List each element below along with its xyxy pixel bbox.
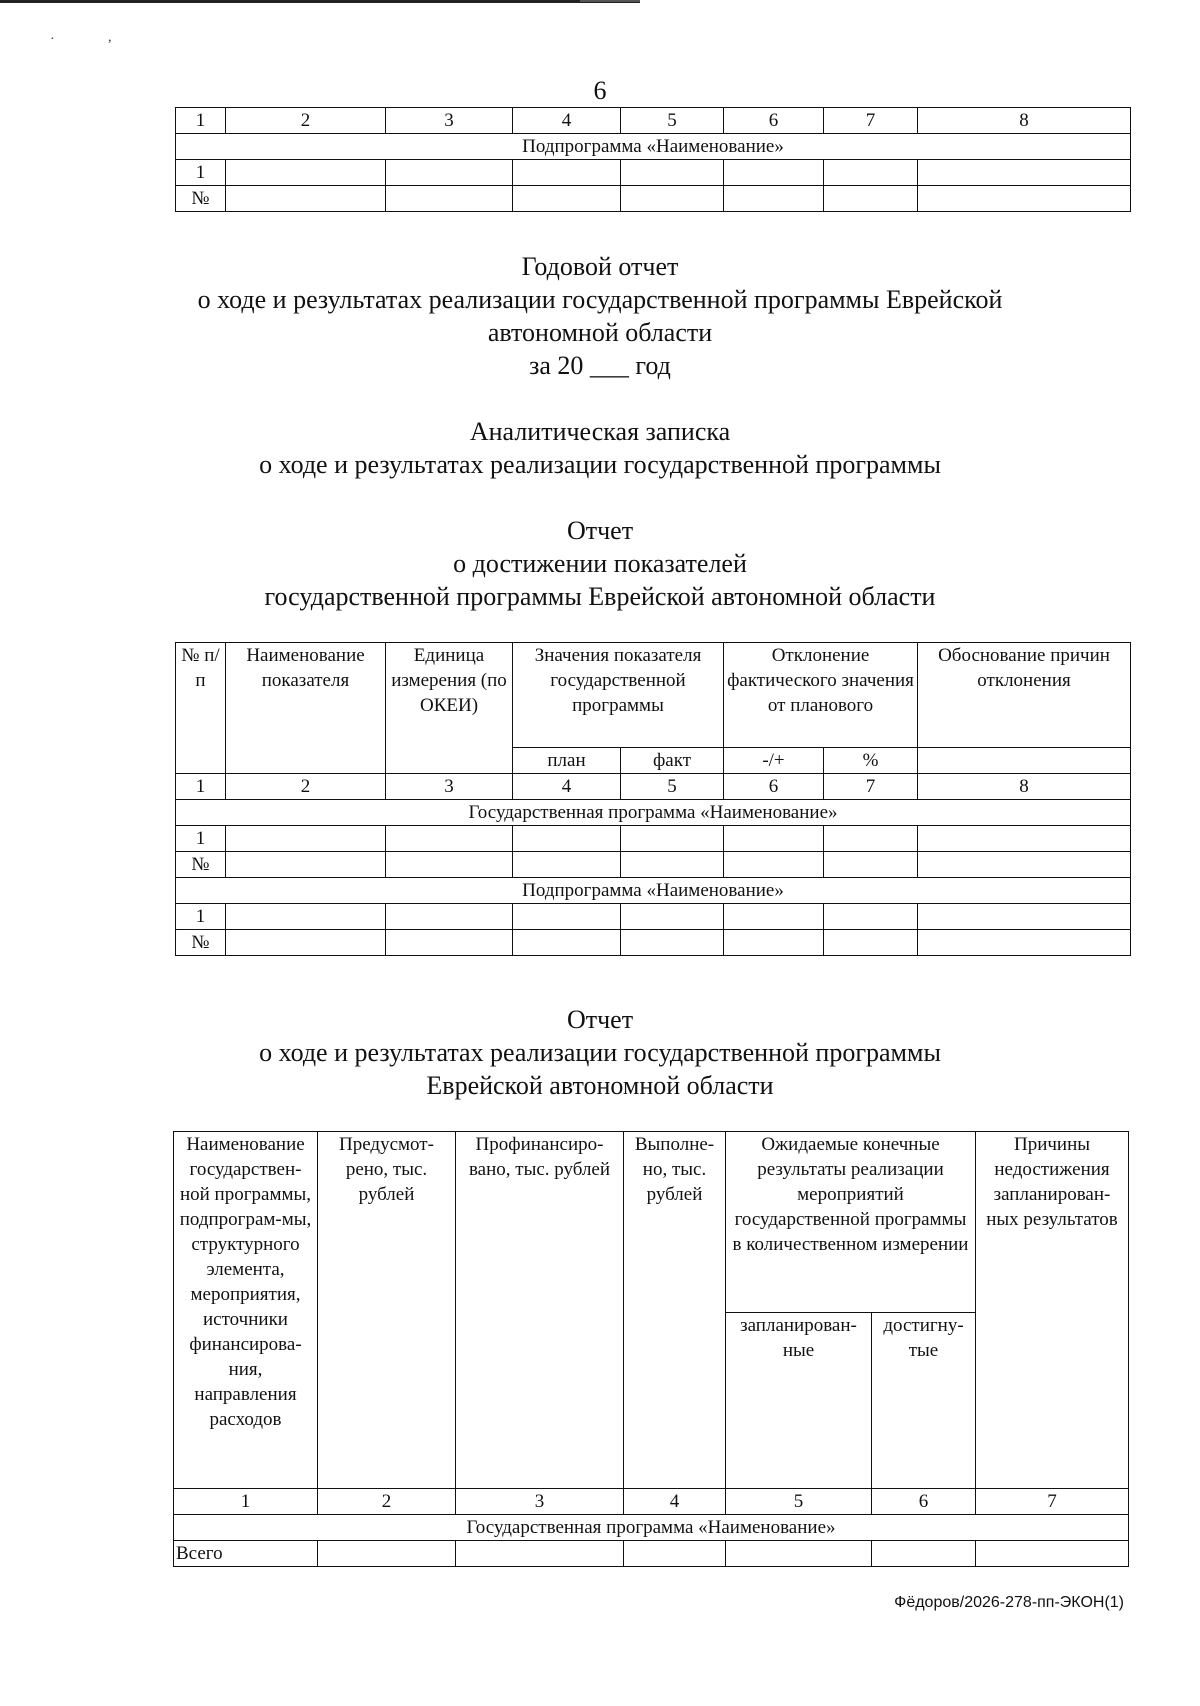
col-number: 5 (621, 774, 724, 800)
scan-top-line (0, 0, 640, 3)
header-plus-minus: -/+ (724, 748, 824, 774)
col-number: 6 (724, 108, 824, 134)
total-label: Всего (174, 1541, 318, 1567)
col-number: 3 (456, 1489, 624, 1515)
col-number: 4 (513, 108, 621, 134)
progress-report-title: Отчет (566, 1005, 634, 1034)
table-row (176, 852, 1131, 878)
table-row (174, 1541, 1129, 1567)
program-row: Государственная программа «Наименование» (176, 800, 1131, 826)
row-label: № (176, 930, 226, 956)
subprogram-row: Подпрограмма «Наименование» (176, 134, 1131, 160)
col-number: 4 (624, 1489, 726, 1515)
column-number-row (176, 774, 1131, 800)
col-number: 1 (176, 774, 226, 800)
header-financed-funds: Профинансиро-вано, тыс. рублей (456, 1132, 624, 1489)
header-failure-reasons: Причины недостижения запланирован-ных результатов (976, 1132, 1129, 1489)
col-number: 2 (318, 1489, 456, 1515)
analytic-note-subtitle: о ходе и результатах реализации государственной программы (259, 450, 941, 479)
header-executed-funds: Выполне-но, тыс. рублей (624, 1132, 726, 1489)
col-number: 7 (824, 108, 918, 134)
header-indicator-name: Наименование показателя (226, 643, 386, 774)
table-row (176, 826, 1131, 852)
header-values: Значения показателя государственной программы (513, 643, 724, 748)
scan-top-line-fragment (580, 0, 640, 2)
header-results-achieved: достигну-тые (872, 1313, 976, 1489)
col-number: 4 (513, 774, 621, 800)
col-number: 5 (621, 108, 724, 134)
col-number: 1 (174, 1489, 318, 1515)
col-number: 6 (872, 1489, 976, 1515)
col-number: 2 (226, 774, 386, 800)
col-number: 1 (176, 108, 226, 134)
header-reason: Обоснование причин отклонения (918, 643, 1131, 748)
table-row (176, 930, 1131, 956)
scan-speck: , (108, 30, 112, 45)
header-results-planned: запланирован-ные (726, 1313, 872, 1489)
document-code: Фёдоров/2026-278-пп-ЭКОН(1) (894, 1594, 1124, 1611)
program-row: Государственная программа «Наименование» (174, 1515, 1129, 1541)
row-label: 1 (176, 826, 226, 852)
annual-report-subtitle: о ходе и результатах реализации государственной программы Еврейской (197, 285, 1003, 314)
analytic-note-title: Аналитическая записка (469, 417, 731, 446)
col-number: 8 (918, 774, 1131, 800)
col-number: 3 (386, 774, 513, 800)
col-number: 3 (386, 108, 513, 134)
row-label: № (176, 186, 226, 212)
table-row (176, 186, 1131, 212)
indicators-report-subtitle: государственной программы Еврейской автономной области (264, 582, 936, 611)
col-number: 7 (976, 1489, 1129, 1515)
progress-table (173, 1131, 1129, 1567)
table-row (176, 160, 1131, 186)
col-number: 7 (824, 774, 918, 800)
indicators-table (175, 642, 1131, 956)
col-number: 8 (918, 108, 1131, 134)
progress-report-subtitle: Еврейской автономной области (426, 1071, 774, 1100)
header-expected-results: Ожидаемые конечные результаты реализации мероприятий государственной программы в количественном измерении (726, 1132, 976, 1313)
header-fact: факт (621, 748, 724, 774)
row-label: 1 (176, 904, 226, 930)
header-plan: план (513, 748, 621, 774)
header-planned-funds: Предусмот-рено, тыс. рублей (318, 1132, 456, 1489)
col-number: 6 (724, 774, 824, 800)
subprogram-row: Подпрограмма «Наименование» (176, 878, 1131, 904)
header-deviation: Отклонение фактического значения от планового (724, 643, 918, 748)
header-percent: % (824, 748, 918, 774)
indicators-report-subtitle: о достижении показателей (453, 549, 747, 578)
col-number: 2 (226, 108, 386, 134)
row-label: № (176, 852, 226, 878)
column-number-row (176, 108, 1131, 134)
page-number: 6 (593, 76, 607, 105)
header-number: № п/п (176, 643, 226, 774)
annual-report-subtitle: автономной области (487, 318, 713, 347)
scan-speck: · (50, 32, 55, 47)
continuation-table (175, 107, 1131, 212)
row-label: 1 (176, 160, 226, 186)
table-row (176, 904, 1131, 930)
annual-report-year: за 20 ___ год (529, 351, 671, 380)
header-program-name: Наименование государствен-ной программы, подпрограм-мы, структурного элемента, мероприятия, источники финансирова-ния, направления расходов (174, 1132, 318, 1489)
header-unit: Единица измерения (по ОКЕИ) (386, 643, 513, 774)
col-number: 5 (726, 1489, 872, 1515)
progress-report-subtitle: о ходе и результатах реализации государственной программы (259, 1038, 941, 1067)
indicators-report-title: Отчет (566, 516, 634, 545)
annual-report-title: Годовой отчет (521, 252, 679, 281)
column-number-row (174, 1489, 1129, 1515)
